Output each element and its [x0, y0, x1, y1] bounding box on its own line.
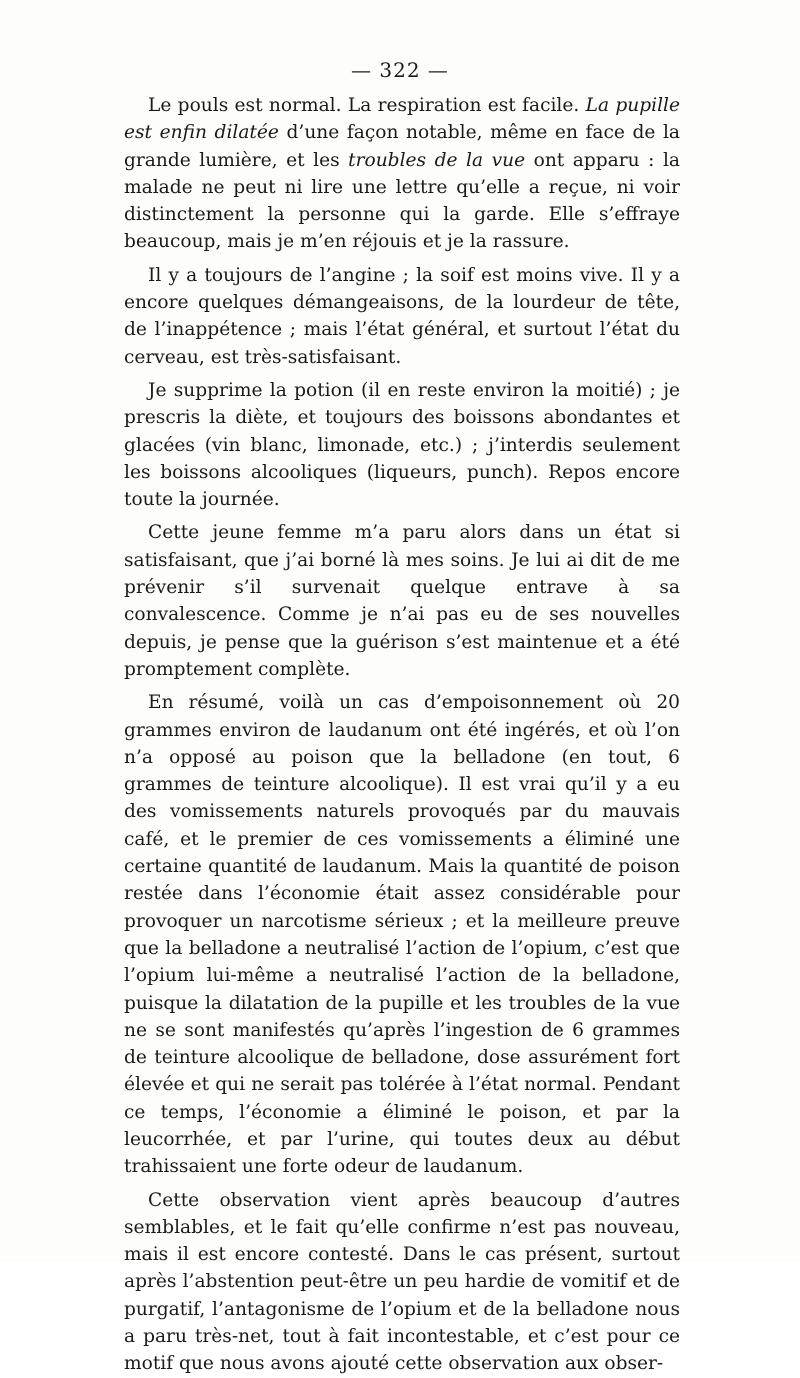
- text-run: En résumé, voilà un cas d’empoisonnement où 20 grammes environ de laudanum ont été ingérés, et où l’on n’a opposé au poison que la belladone (en tout, 6 grammes de teinture alcoolique). Il est vrai qu’il y a eu des vomissements naturels provoqués par du mauvais café, et le premier de ces vomissements a éliminé une certaine quantité de laudanum. Mais la quantité de poison restée dans l’économie était assez considérable pour provoquer un narcotisme sérieux ; et la meilleure preuve que la belladone a neutralisé l’action de l’opium, c’est que l’opium lui-même a neutralisé l’action de la belladone, puisque la dilatation de la pupille et les troubles de la vue ne se sont manifestés qu’après l’ingestion de 6 grammes de teinture alcoolique de belladone, dose assurément fort élevée et qui ne serait pas tolérée à l’état normal. Pendant ce temps, l’économie a éliminé le poison, et par la leucorrhée, et par l’urine, qui toutes deux au début trahissaient une forte odeur de laudanum.: [124, 692, 680, 1178]
- paragraph-1: [124, 92, 680, 256]
- page-number: — 322 —: [351, 58, 449, 82]
- text-run: Le pouls est normal. La respiration est facile.: [148, 95, 586, 116]
- italic-run: La pupille est enfin dilatée: [124, 95, 680, 144]
- text-run: d’une façon notable, même en face de la grande lumière, et les: [124, 122, 680, 171]
- text-run: Il y a toujours de l’angine ; la soif est moins vive. Il y a encore quelques démangeaisons, de la lourdeur de tête, de l’inappétence ; mais l’état général, et surtout l’état du cerveau, est très-satisfaisant.: [124, 264, 680, 368]
- body-text: [124, 92, 680, 1378]
- paragraph-3: [124, 377, 680, 513]
- text-run: Je supprime la potion (il en reste environ la moitié) ; je prescris la diète, et toujours des boissons abondantes et glacées (vin blanc, limonade, etc.) ; j’interdis seulement les boissons alcooliques (liqueurs, punch). Repos encore toute la journée.: [124, 379, 680, 511]
- paragraph-6: [124, 1187, 680, 1378]
- text-run: Cette jeune femme m’a paru alors dans un état si satisfaisant, que j’ai borné là mes soins. Je lui ai dit de me prévenir s’il survenait quelque entrave à sa convalescence. Comme je n’ai pas eu de ses nouvelles depuis, je pense que la guérison s’est maintenue et a été promptement complète.: [124, 522, 680, 680]
- text-run: Cette observation vient après beaucoup d’autres semblables, et le fait qu’elle confirme n’est pas nouveau, mais il est encore contesté. Dans le cas présent, surtout après l’abstention peut-être un peu hardie de vomitif et de purgatif, l’antagonisme de l’opium et de la belladone nous a paru très-net, tout à fait incontestable, et c’est pour ce motif que nous avons ajouté cette observation aux obser-: [124, 1189, 680, 1375]
- text-run: ont apparu : la malade ne peut ni lire une lettre qu’elle a reçue, ni voir distinctement la personne qui la garde. Elle s’effraye beaucoup, mais je m’en réjouis et je la rassure.: [124, 149, 680, 253]
- paragraph-4: [124, 519, 680, 683]
- paragraph-5: [124, 689, 680, 1180]
- paragraph-2: [124, 262, 680, 371]
- italic-run: troubles de la vue: [348, 149, 526, 171]
